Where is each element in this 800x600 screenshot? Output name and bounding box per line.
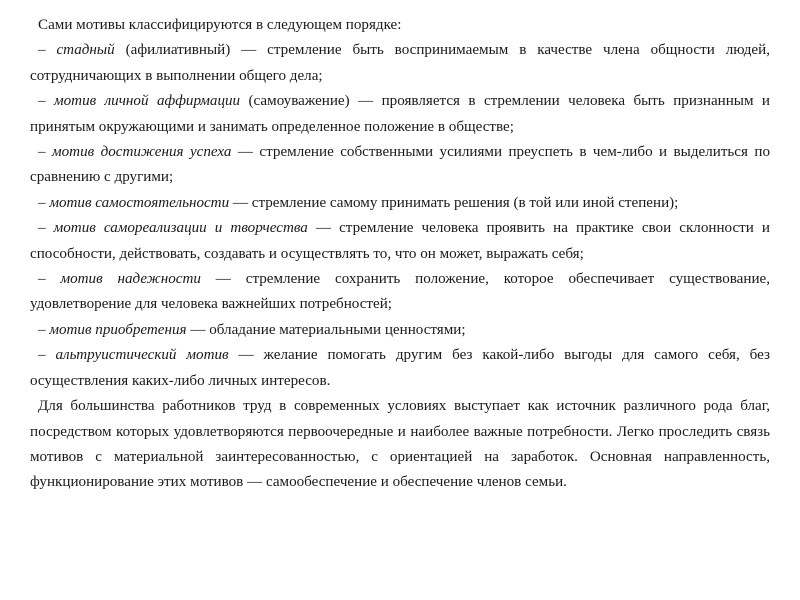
motive-term: мотив приобретения — [49, 321, 187, 338]
motive-item — [30, 89, 770, 140]
intro-paragraph: Сами мотивы классифицируются в следующем порядке: — [38, 17, 402, 33]
motive-dash: – — [38, 321, 50, 338]
motive-item — [30, 343, 770, 394]
motive-term: альтруистический мотив — [55, 347, 229, 364]
motive-description: — обладание материальными ценностями; — [186, 321, 466, 338]
motive-dash: – — [38, 42, 57, 59]
motive-description: — стремление сохранить положение, которое обеспечивает существование, удовлетворение для человека важнейших потребностей; — [30, 271, 770, 313]
conclusion-paragraph: Для большинства работников труд в современных условиях выступает как источник различного рода благ, посредством которых удовлетворяются первоочередные и наиболее важные потребности. Легко проследить связь мотивов с материальной заинтересованностью, с ориентацией на заработок. Основная направленность, функционирование этих мотивов — самообеспечение и обеспечение членов семьи. — [30, 398, 770, 491]
motive-item — [30, 318, 770, 343]
motive-item — [30, 191, 770, 216]
motive-dash: – — [38, 347, 56, 364]
motive-dash: – — [38, 93, 54, 110]
motive-term: стадный — [56, 42, 115, 59]
motive-item — [30, 267, 770, 318]
motive-description: — стремление собственными усилиями преуспеть в чем-либо и выделиться по сравнению с другими; — [30, 144, 770, 186]
motive-description: — стремление человека проявить на практике свои склонности и способности, действовать, создавать и осуществлять то, что он может, выражать себя; — [30, 220, 770, 262]
motive-description: — стремление самому принимать решения (в той или иной степени); — [229, 194, 679, 211]
motive-dash: – — [38, 271, 61, 288]
motive-description: — желание помогать другим без какой-либо выгоды для самого себя, без осуществления каких-либо личных интересов. — [30, 347, 771, 389]
motive-item — [30, 38, 770, 89]
motive-description: (афилиативный) — стремление быть воспринимаемым в качестве члена общности людей, сотрудничающих в выполнении общего дела; — [30, 42, 770, 84]
motive-term: мотив самостоятельности — [49, 194, 230, 211]
motive-term: мотив самореализации и творчества — [53, 220, 308, 237]
motive-term: мотив достижения успеха — [51, 144, 232, 161]
motive-item — [30, 216, 770, 267]
motive-dash: – — [38, 194, 50, 211]
motive-dash: – — [38, 144, 52, 161]
motive-term: мотив личной аффирмации — [53, 93, 241, 110]
motive-dash: – — [38, 220, 54, 237]
motive-item — [30, 140, 770, 191]
motive-term: мотив надежности — [60, 271, 201, 288]
motive-description: (самоуважение) — проявляется в стремлении человека быть признанным и принятым окружающими и занимать определенное положение в обществе; — [30, 93, 771, 135]
